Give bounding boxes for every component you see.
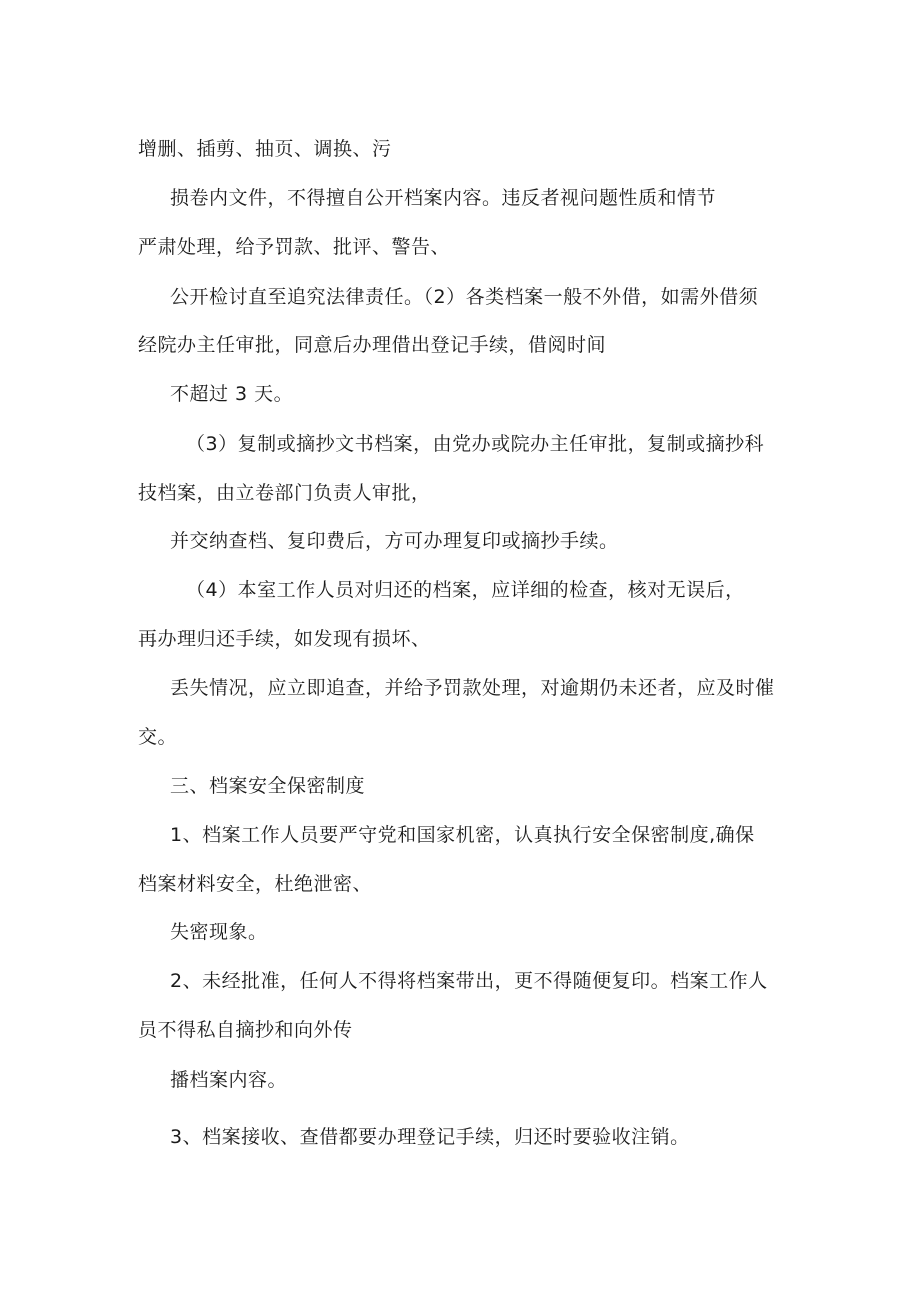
text-line: 交。 <box>138 726 178 748</box>
text-line: 损卷内文件，不得擅自公开档案内容。违反者视问题性质和情节 <box>170 187 717 209</box>
text-line: 播档案内容。 <box>170 1069 288 1091</box>
text-line: （4）本室工作人员对归还的档案，应详细的检查，核对无误后， <box>186 579 745 601</box>
text-line: 技档案，由立卷部门负责人审批， <box>138 482 431 504</box>
text-line: 1、档案工作人员要严守党和国家机密，认真执行安全保密制度,确保 <box>170 824 755 846</box>
text-line: 档案材料安全，杜绝泄密、 <box>138 873 373 895</box>
text-line: 员不得私自摘抄和向外传 <box>138 1019 353 1041</box>
text-line: 公开检讨直至追究法律责任。（2）各类档案一般不外借，如需外借须 <box>170 286 759 308</box>
text-line: 增删、插剪、抽页、调换、污 <box>138 138 392 160</box>
text-line: 并交纳查档、复印费后，方可办理复印或摘抄手续。 <box>170 530 619 552</box>
text-line: 失密现象。 <box>170 921 268 943</box>
text-line: 3、档案接收、查借都要办理登记手续，归还时要验收注销。 <box>170 1126 690 1148</box>
text-line: 再办理归还手续，如发现有损坏、 <box>138 628 431 650</box>
text-line: （3）复制或摘抄文书档案，由党办或院办主任审批，复制或摘抄科 <box>186 433 765 455</box>
text-line: 严肃处理，给予罚款、批评、警告、 <box>138 236 451 258</box>
text-line: 经院办主任审批，同意后办理借出登记手续，借阅时间 <box>138 334 607 356</box>
text-line: 丢失情况，应立即追查，并给予罚款处理，对逾期仍未还者，应及时催 <box>170 677 775 699</box>
text-line: 2、未经批准，任何人不得将档案带出，更不得随便复印。档案工作人 <box>170 970 768 992</box>
text-line: 不超过 3 天。 <box>170 383 294 405</box>
section-heading: 三、档案安全保密制度 <box>170 775 366 797</box>
